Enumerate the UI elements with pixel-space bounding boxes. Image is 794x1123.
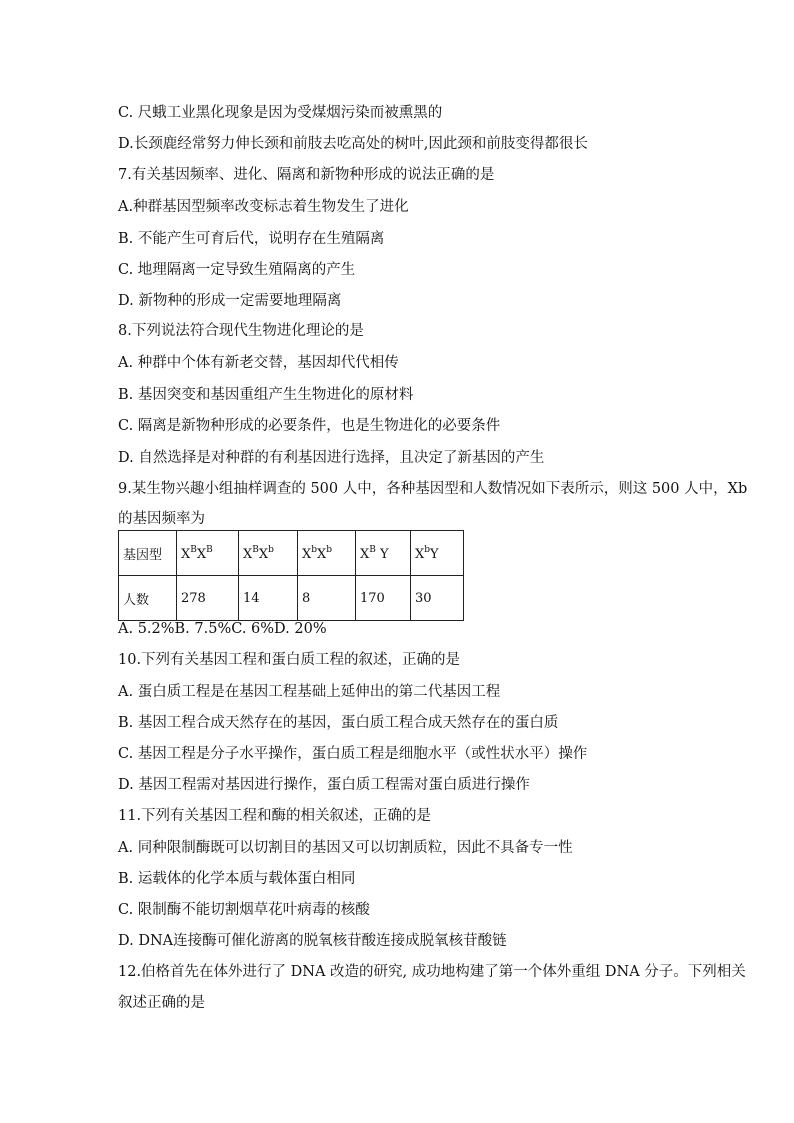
genotype-cell: $X^B$ Y bbox=[356, 531, 411, 576]
count-cell: 30 bbox=[411, 576, 464, 621]
option-8b: B. 基因突变和基因重组产生生物进化的原材料 bbox=[118, 387, 414, 403]
options-9: A. 5.2%B. 7.5%C. 6%D. 20% bbox=[118, 621, 327, 637]
genotype-cell: $X^bY$ bbox=[411, 531, 464, 576]
table-row bbox=[119, 531, 464, 576]
option-8c: C. 隔离是新物种形成的必要条件，也是生物进化的必要条件 bbox=[118, 418, 501, 434]
option-7b: B. 不能产生可育后代，说明存在生殖隔离 bbox=[118, 231, 385, 247]
question-12-cont: 叙述正确的是 bbox=[118, 995, 205, 1011]
question-10: 10.下列有关基因工程和蛋白质工程的叙述，正确的是 bbox=[118, 652, 461, 668]
genotype-cell: $X^BX^b$ bbox=[239, 531, 298, 576]
option-8a: A. 种群中个体有新老交替，基因却代代相传 bbox=[118, 355, 399, 371]
option-7d: D. 新物种的形成一定需要地理隔离 bbox=[118, 293, 342, 309]
question-9: 9.某生物兴趣小组抽样调查的 500 人中，各种基因型和人数情况如下表所示，则这 500 人中，Xb bbox=[118, 481, 748, 497]
option-8d: D. 自然选择是对种群的有利基因进行选择，且决定了新基因的产生 bbox=[118, 450, 545, 466]
option-7a: A.种群基因型频率改变标志着生物发生了进化 bbox=[118, 199, 409, 215]
option-7c: C. 地理隔离一定导致生殖隔离的产生 bbox=[118, 262, 356, 278]
option-11a: A. 同种限制酶既可以切割目的基因又可以切割质粒，因此不具备专一性 bbox=[118, 840, 573, 856]
question-8: 8.下列说法符合现代生物进化理论的是 bbox=[118, 323, 364, 339]
option-6d: D.长颈鹿经常努力伸长颈和前肢去吃高处的树叶,因此颈和前肢变得都很长 bbox=[118, 136, 588, 152]
count-cell: 14 bbox=[239, 576, 298, 621]
question-9-cont: 的基因频率为 bbox=[118, 511, 205, 527]
option-10d: D. 基因工程需对基因进行操作，蛋白质工程需对蛋白质进行操作 bbox=[118, 777, 530, 793]
genotype-cell: $X^BX^B$ bbox=[177, 531, 239, 576]
option-10c: C. 基因工程是分子水平操作，蛋白质工程是细胞水平（或性状水平）操作 bbox=[118, 746, 588, 762]
option-10b: B. 基因工程合成天然存在的基因，蛋白质工程合成天然存在的蛋白质 bbox=[118, 715, 559, 731]
option-6c: C. 尺蛾工业黑化现象是因为受煤烟污染而被熏黑的 bbox=[118, 105, 443, 121]
option-10a: A. 蛋白质工程是在基因工程基础上延伸出的第二代基因工程 bbox=[118, 684, 501, 700]
count-cell: 170 bbox=[356, 576, 411, 621]
table-row bbox=[119, 576, 464, 621]
option-11c: C. 限制酶不能切割烟草花叶病毒的核酸 bbox=[118, 902, 370, 918]
genotype-cell: $X^bX^b$ bbox=[298, 531, 356, 576]
count-cell: 278 bbox=[177, 576, 239, 621]
question-12: 12.伯格首先在体外进行了 DNA 改造的研究, 成功地构建了第一个体外重组 DNA 分子。下列相关 bbox=[118, 964, 746, 980]
option-11d: D. DNA连接酶可催化游离的脱氧核苷酸连接成脱氧核苷酸链 bbox=[118, 933, 507, 949]
option-11b: B. 运载体的化学本质与载体蛋白相同 bbox=[118, 871, 356, 887]
question-11: 11.下列有关基因工程和酶的相关叙述，正确的是 bbox=[118, 808, 432, 824]
question-7: 7.有关基因频率、进化、隔离和新物种形成的说法正确的是 bbox=[118, 167, 495, 183]
table-row-label: 人数 bbox=[119, 576, 177, 621]
genotype-table bbox=[118, 530, 464, 621]
table-header-cell: 基因型 bbox=[119, 531, 177, 576]
count-cell: 8 bbox=[298, 576, 356, 621]
